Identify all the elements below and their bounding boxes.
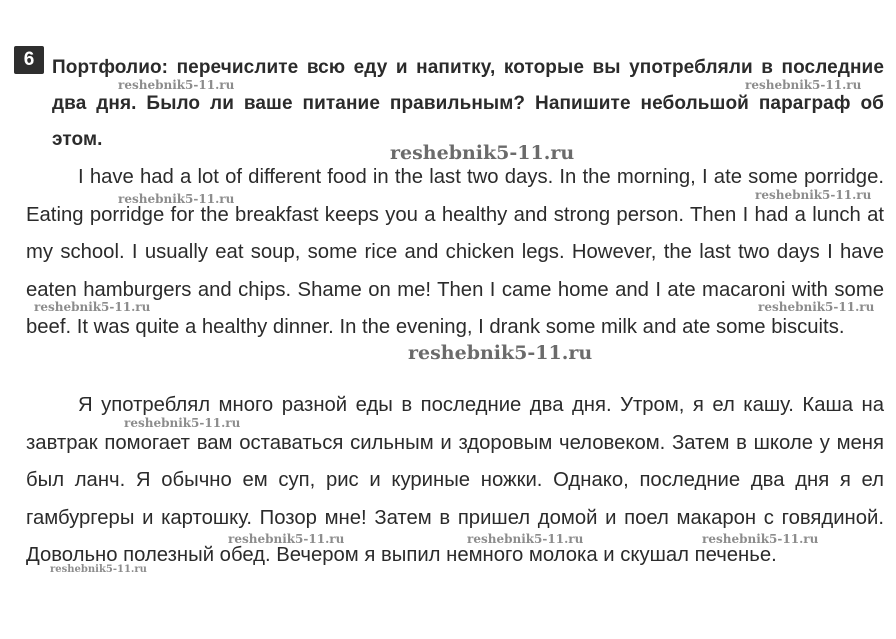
watermark: reshebnik5-11.ru	[34, 300, 151, 314]
watermark: reshebnik5-11.ru	[745, 78, 862, 92]
watermark: reshebnik5-11.ru	[228, 532, 345, 546]
russian-paragraph: Я употреблял много разной еды в последние два дня. Утром, я ел кашу. Каша на завтрак помогает вам оставаться сильным и здоровым человеком. Затем в школе у меня был ланч. Я обычно ем суп, рис и куриные ножки. Однако, последние два дня я ел гамбургеры и картошку. Позор мне! Затем в пришел домой и поел макарон с говядиной. Довольно полезный обед. Вечером я выпил немного молока и скушал печенье.	[26, 394, 884, 566]
watermark: reshebnik5-11.ru	[118, 78, 235, 92]
english-paragraph: I have had a lot of different food in the last two days. In the morning, I ate some porridge. Eating porridge for the breakfast keeps you a healthy and strong person. Then I had a lunch at my school. I usually eat soup, some rice and chicken legs. However, the last two days I have eaten hamburgers and chips. Shame on me! Then I came home and I ate macaroni with some beef. It was quite a healthy dinner. In the evening, I drank some milk and ate some biscuits.	[26, 166, 884, 338]
watermark: reshebnik5-11.ru	[758, 300, 875, 314]
task-number-badge: 6	[14, 46, 44, 74]
task-instruction: Портфолио: перечислите всю еду и напитку, которые вы употребляли в последние два дня. Было ли ваше питание правильным? Напишите небольшой параграф об этом.	[52, 57, 884, 150]
watermark: reshebnik5-11.ru	[118, 192, 235, 206]
watermark: reshebnik5-11.ru	[408, 342, 593, 364]
watermark: reshebnik5-11.ru	[50, 564, 147, 575]
watermark: reshebnik5-11.ru	[467, 532, 584, 546]
watermark: reshebnik5-11.ru	[390, 142, 575, 164]
watermark: reshebnik5-11.ru	[124, 416, 241, 430]
watermark: reshebnik5-11.ru	[702, 532, 819, 546]
watermark: reshebnik5-11.ru	[755, 188, 872, 202]
